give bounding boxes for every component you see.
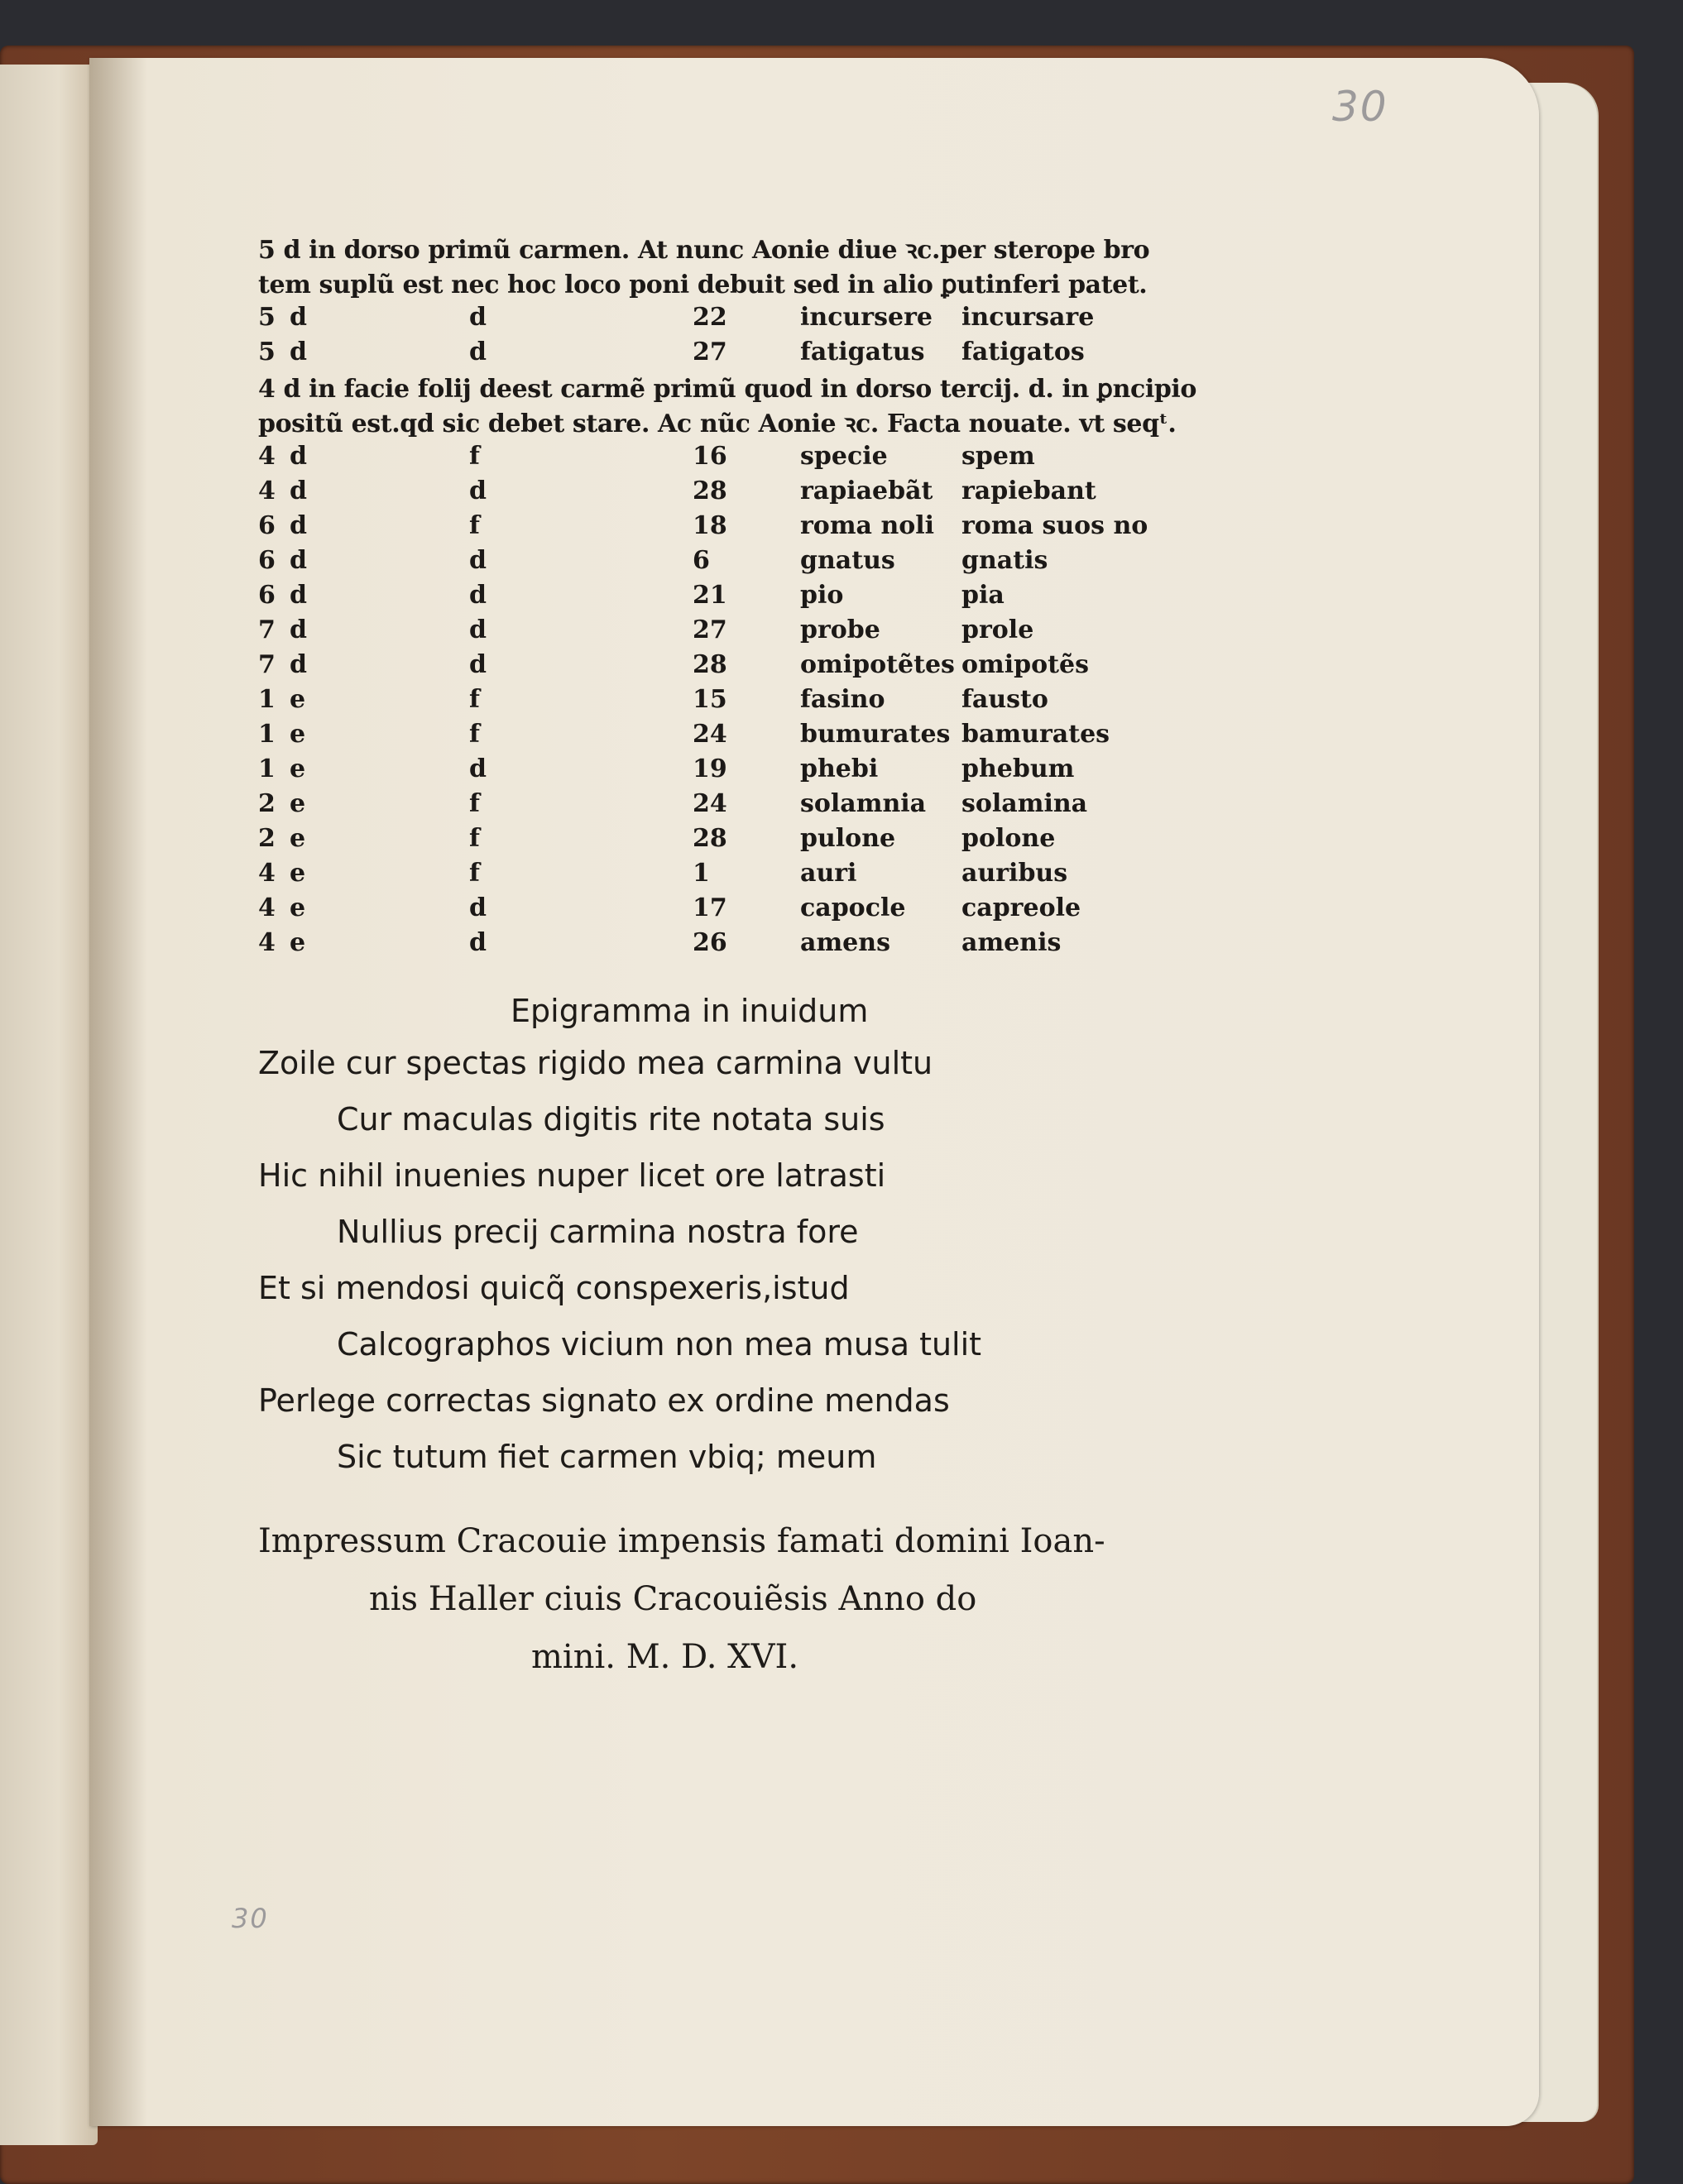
errata-column: d	[469, 477, 487, 505]
verse-line: Calcographos vicium non mea musa tulit	[337, 1326, 982, 1363]
errata-error: capocle	[800, 893, 906, 922]
errata-line: 28	[693, 477, 727, 505]
errata-error: solamnia	[800, 789, 927, 818]
errata-row	[258, 546, 1152, 581]
errata-page: 5	[258, 338, 276, 366]
errata-side: e	[290, 893, 306, 922]
errata-column: d	[469, 303, 487, 332]
errata-rows	[258, 442, 1152, 963]
verse-line: Perlege correctas signato ex ordine mendas	[258, 1382, 950, 1419]
errata-note-line: 5 d in dorso primũ carmen. At nunc Aonie diue ꝛc.per sterope bro	[258, 236, 1150, 265]
errata-line: 15	[693, 685, 727, 714]
pencil-page-number-bottom: 30	[232, 1903, 269, 1934]
errata-side: e	[290, 824, 306, 853]
errata-side: d	[290, 650, 307, 679]
errata-page: 7	[258, 615, 276, 644]
errata-error: auri	[800, 859, 857, 888]
errata-line: 19	[693, 754, 727, 783]
errata-page: 4	[258, 859, 276, 888]
errata-page: 2	[258, 789, 276, 818]
errata-page: 4	[258, 442, 276, 471]
colophon-line: Impressum Cracouie impensis famati domini Ioan-	[258, 1522, 1105, 1560]
errata-line: 18	[693, 511, 727, 540]
errata-note-line: tem suplũ est nec hoc loco poni debuit sed in alio ꝑutinferi patet.	[258, 271, 1148, 299]
errata-error: rapiaebãt	[800, 477, 933, 505]
errata-side: e	[290, 789, 306, 818]
errata-page: 6	[258, 546, 276, 575]
page-gutter-shadow	[89, 58, 147, 2126]
errata-correction: solamina	[961, 789, 1088, 818]
errata-error: incursere	[800, 303, 933, 332]
errata-line: 22	[693, 303, 727, 332]
errata-side: e	[290, 754, 306, 783]
errata-column: d	[469, 928, 487, 957]
errata-line: 26	[693, 928, 727, 957]
errata-error: fasino	[800, 685, 885, 714]
errata-error: specie	[800, 442, 888, 471]
errata-line: 21	[693, 581, 727, 610]
verse-line: Hic nihil inuenies nuper licet ore latrasti	[258, 1157, 886, 1194]
errata-correction: prole	[961, 615, 1034, 644]
errata-page: 5	[258, 303, 276, 332]
errata-row	[258, 824, 1152, 859]
errata-row	[258, 928, 1152, 963]
errata-line: 1	[693, 859, 710, 888]
errata-row	[258, 442, 1152, 477]
errata-line: 17	[693, 893, 727, 922]
errata-line: 27	[693, 338, 727, 366]
errata-correction: auribus	[961, 859, 1068, 888]
errata-side: d	[290, 338, 307, 366]
verse-line: Zoile cur spectas rigido mea carmina vultu	[258, 1045, 933, 1081]
errata-side: d	[290, 477, 307, 505]
errata-line: 27	[693, 615, 727, 644]
errata-column: f	[469, 859, 480, 888]
errata-column: d	[469, 893, 487, 922]
errata-correction: capreole	[961, 893, 1081, 922]
errata-column: f	[469, 511, 480, 540]
errata-page: 6	[258, 581, 276, 610]
errata-row	[258, 650, 1152, 685]
errata-row	[258, 615, 1152, 650]
verse-line: Cur maculas digitis rite notata suis	[337, 1101, 885, 1138]
errata-page: 4	[258, 893, 276, 922]
errata-column: d	[469, 581, 487, 610]
errata-error: fatigatus	[800, 338, 925, 366]
pencil-page-number-top: 30	[1332, 83, 1388, 131]
errata-side: e	[290, 685, 306, 714]
errata-column: f	[469, 789, 480, 818]
errata-error: gnatus	[800, 546, 895, 575]
errata-line: 24	[693, 720, 727, 749]
errata-side: d	[290, 546, 307, 575]
errata-correction: polone	[961, 824, 1056, 853]
errata-error: amens	[800, 928, 890, 957]
errata-correction: incursare	[961, 303, 1095, 332]
errata-row	[258, 303, 1152, 338]
errata-row	[258, 685, 1152, 720]
errata-correction: roma suos no	[961, 511, 1148, 540]
errata-row	[258, 511, 1152, 546]
errata-note-2	[258, 372, 1197, 442]
errata-correction: omipotẽs	[961, 650, 1089, 679]
errata-side: e	[290, 859, 306, 888]
errata-page: 1	[258, 754, 276, 783]
errata-error: roma noli	[800, 511, 935, 540]
errata-column: f	[469, 720, 480, 749]
errata-note-line: 4 d in facie folij deest carmẽ primũ quod in dorso tercij. d. in ꝑncipio	[258, 375, 1197, 404]
errata-line: 24	[693, 789, 727, 818]
errata-row	[258, 338, 1152, 372]
errata-side: e	[290, 928, 306, 957]
errata-side: d	[290, 303, 307, 332]
left-page-edge	[0, 65, 98, 2145]
errata-column: d	[469, 546, 487, 575]
errata-error: pulone	[800, 824, 896, 853]
errata-correction: amenis	[961, 928, 1062, 957]
errata-correction: fatigatos	[961, 338, 1085, 366]
colophon-line: nis Haller ciuis Cracouiẽsis Anno do	[369, 1580, 977, 1618]
errata-correction: bamurates	[961, 720, 1110, 749]
errata-row	[258, 477, 1152, 511]
errata-column: f	[469, 685, 480, 714]
errata-row	[258, 720, 1152, 754]
errata-column: f	[469, 442, 480, 471]
errata-error: omipotẽtes	[800, 650, 955, 679]
errata-row	[258, 789, 1152, 824]
errata-line: 28	[693, 824, 727, 853]
errata-column: d	[469, 615, 487, 644]
errata-page: 1	[258, 685, 276, 714]
errata-side: d	[290, 615, 307, 644]
errata-page: 1	[258, 720, 276, 749]
errata-correction: fausto	[961, 685, 1048, 714]
errata-column: d	[469, 650, 487, 679]
verse-line: Sic tutum fiet carmen vbiq; meum	[337, 1439, 877, 1475]
errata-correction: gnatis	[961, 546, 1048, 575]
errata-error: pio	[800, 581, 844, 610]
errata-row	[258, 581, 1152, 615]
verse-line: Nullius precij carmina nostra fore	[337, 1214, 859, 1250]
colophon-line: mini. M. D. XVI.	[531, 1638, 799, 1676]
errata-note-line: positũ est.qd sic debet stare. Ac nũc Aonie ꝛc. Facta nouate. vt seqᵗ.	[258, 410, 1177, 438]
errata-error: bumurates	[800, 720, 951, 749]
errata-page: 4	[258, 477, 276, 505]
errata-row	[258, 893, 1152, 928]
errata-error: phebi	[800, 754, 879, 783]
errata-error: probe	[800, 615, 880, 644]
epigram-title: Epigramma in inuidum	[511, 993, 869, 1029]
errata-row	[258, 754, 1152, 789]
errata-correction: phebum	[961, 754, 1075, 783]
errata-row	[258, 859, 1152, 893]
errata-page: 7	[258, 650, 276, 679]
errata-column: f	[469, 824, 480, 853]
errata-line: 16	[693, 442, 727, 471]
errata-side: d	[290, 442, 307, 471]
errata-line: 6	[693, 546, 710, 575]
errata-side: e	[290, 720, 306, 749]
errata-column: d	[469, 338, 487, 366]
verse-line: Et si mendosi quicq̃ conspexeris,istud	[258, 1270, 850, 1306]
errata-page: 4	[258, 928, 276, 957]
errata-correction: spem	[961, 442, 1035, 471]
errata-side: d	[290, 511, 307, 540]
errata-column: d	[469, 754, 487, 783]
errata-line: 28	[693, 650, 727, 679]
errata-note-1	[258, 233, 1152, 303]
errata-list	[258, 233, 1197, 963]
errata-correction: pia	[961, 581, 1005, 610]
errata-correction: rapiebant	[961, 477, 1096, 505]
errata-side: d	[290, 581, 307, 610]
errata-page: 2	[258, 824, 276, 853]
errata-page: 6	[258, 511, 276, 540]
